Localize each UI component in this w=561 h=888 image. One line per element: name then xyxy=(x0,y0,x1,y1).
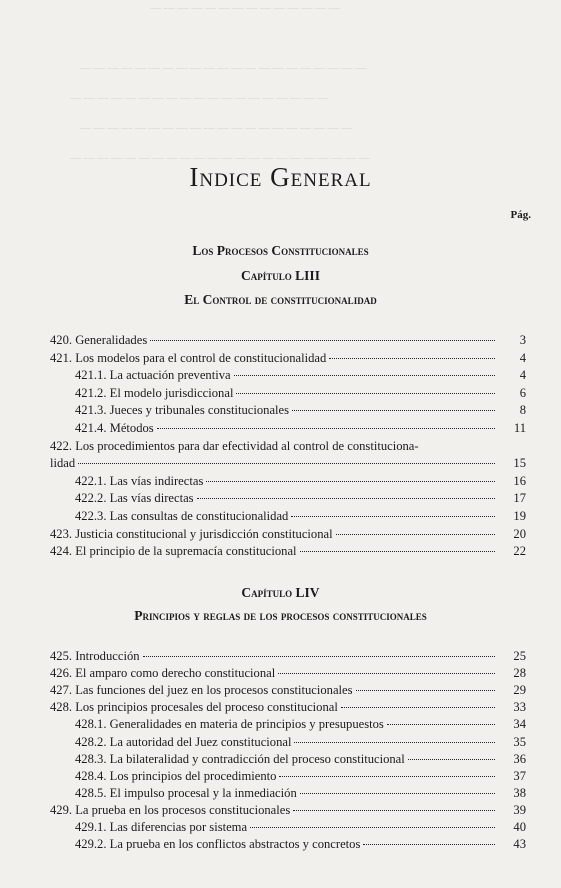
toc-entry-page: 16 xyxy=(513,473,526,488)
toc-entry-page: 17 xyxy=(513,491,526,506)
toc-entry xyxy=(50,420,526,437)
leader-dots xyxy=(78,463,495,464)
toc-entry-label: 424. El principio de la supremacía constitucional xyxy=(50,544,297,559)
leader-dots xyxy=(408,759,495,760)
toc-entry-page: 15 xyxy=(513,456,526,471)
toc-entry-label: 429.1. Las diferencias por sistema xyxy=(75,820,248,834)
toc-entry xyxy=(50,350,526,367)
chapter-number: Capítulo LIV xyxy=(241,585,320,600)
chapter-number: Capítulo LIII xyxy=(241,268,320,283)
toc-entry-page: 37 xyxy=(513,768,526,783)
toc-entry-page: 38 xyxy=(513,785,526,800)
toc-entry-label: 421.4. Métodos xyxy=(75,421,154,435)
toc-entry-page: 8 xyxy=(519,403,526,418)
toc-entry-page: 4 xyxy=(519,368,526,383)
show-through-background: — — — — — — — — — — — — — — — — — — — — — — — — — — — — — — — — — — — — — — — — — — — — — — — — — — — — — — — — — — — — — — — — — — — — — — — — — — — — — — — — — — — — — — — — — — — — — — — — xyxy=(70,2,370,164)
toc-entry-page: 3 xyxy=(519,333,526,347)
leader-dots xyxy=(300,551,495,552)
toc-entry xyxy=(50,438,526,455)
toc-entry-page: 29 xyxy=(513,683,526,698)
page-title: Indice General xyxy=(189,162,372,192)
toc-entry-page: 28 xyxy=(513,666,526,681)
leader-dots xyxy=(279,776,495,777)
leader-dots xyxy=(300,793,495,794)
toc-entry-page: 33 xyxy=(513,700,526,715)
toc-entry-page: 35 xyxy=(513,734,526,749)
toc-entry xyxy=(50,802,526,819)
toc-entry-page: 4 xyxy=(519,350,526,365)
leader-dots xyxy=(291,516,495,517)
leader-dots xyxy=(294,742,495,743)
toc-entry-page: 6 xyxy=(519,385,526,400)
chapter-title: El Control de constitucionalidad xyxy=(184,292,377,307)
leader-dots xyxy=(278,673,495,674)
toc-entry-label: 428.1. Generalidades en materia de principios y presupuestos xyxy=(75,717,384,732)
leader-dots xyxy=(157,428,495,429)
toc-entry-page: 34 xyxy=(513,717,526,732)
toc-entry-page: 20 xyxy=(513,526,526,541)
toc-entry xyxy=(50,332,526,349)
toc-entry xyxy=(50,734,526,751)
toc-entry xyxy=(50,490,526,507)
toc-entry xyxy=(50,682,526,699)
leader-dots xyxy=(236,393,495,394)
toc-entry-label: 420. Generalidades xyxy=(50,333,148,347)
leader-dots xyxy=(363,844,495,845)
chapter-title: Principios y reglas de los procesos constitucionales xyxy=(134,608,427,623)
toc-entry xyxy=(50,526,526,543)
toc-entry-label: 422.2. Las vías directas xyxy=(75,491,194,506)
toc-entry-page: 19 xyxy=(513,509,526,523)
leader-dots xyxy=(197,498,495,499)
toc-entry xyxy=(50,367,526,384)
leader-dots xyxy=(387,724,495,725)
part-heading: Los Procesos Constitucionales xyxy=(192,243,369,258)
toc-entry-page: 25 xyxy=(513,649,526,663)
toc-entry-page: 43 xyxy=(513,837,526,852)
leader-dots xyxy=(341,707,495,708)
leader-dots xyxy=(356,690,495,691)
toc-entry-label: 425. Introducción xyxy=(50,649,140,663)
toc-entry-page: 39 xyxy=(513,802,526,817)
leader-dots xyxy=(293,810,495,811)
toc-entry-page: 22 xyxy=(513,544,526,559)
toc-entry xyxy=(50,385,526,402)
toc-entry-label: 421.1. La actuación preventiva xyxy=(75,368,231,383)
toc-entry xyxy=(50,699,526,716)
toc-entry-label: 429.2. La prueba en los conflictos abstractos y concretos xyxy=(75,837,361,852)
toc-entry-label: 428.5. El impulso procesal y la inmediación xyxy=(75,785,297,800)
leader-dots xyxy=(292,410,495,411)
toc-entry xyxy=(50,716,526,733)
toc-entry-label: 428.2. La autoridad del Juez constitucional xyxy=(75,734,292,749)
toc-entry-page: 36 xyxy=(513,751,526,766)
toc-entry xyxy=(50,402,526,419)
page-column-label: Pág. xyxy=(510,209,531,221)
toc-entry-label: lidad xyxy=(50,456,76,471)
toc-entry xyxy=(50,473,526,490)
toc-entry-label: 421.3. Jueces y tribunales constitucionales xyxy=(75,403,290,418)
toc-entry-label: 427. Las funciones del juez en los procesos constitucionales xyxy=(50,683,353,698)
toc-entry-label: 422.1. Las vías indirectas xyxy=(75,473,204,488)
leader-dots xyxy=(250,827,495,828)
toc-entry-label: 421.2. El modelo jurisdiccional xyxy=(75,385,234,400)
toc-entry-label: 421. Los modelos para el control de constitucionalidad xyxy=(50,350,327,365)
toc-entry-label: 422.3. Las consultas de constitucionalidad xyxy=(75,509,289,523)
toc-entry xyxy=(50,768,526,785)
toc-entry xyxy=(50,455,526,472)
toc-entry xyxy=(50,836,526,853)
toc-entry xyxy=(50,648,526,665)
leader-dots xyxy=(143,656,495,657)
toc-entry-label: 423. Justicia constitucional y jurisdicción constitucional xyxy=(50,526,333,541)
toc-entry xyxy=(50,508,526,525)
toc-entry-label: 422. Los procedimientos para dar efectividad al control de constituciona- xyxy=(50,438,419,453)
toc-entry xyxy=(50,819,526,836)
toc-entry xyxy=(50,665,526,682)
toc-entry-label: 428.4. Los principios del procedimiento xyxy=(75,768,277,783)
toc-entry-label: 428.3. La bilateralidad y contradicción del proceso constitucional xyxy=(75,751,405,766)
leader-dots xyxy=(206,481,495,482)
toc-entry xyxy=(50,543,526,560)
leader-dots xyxy=(336,534,495,535)
toc-entry-label: 429. La prueba en los procesos constitucionales xyxy=(50,802,291,817)
leader-dots xyxy=(329,358,495,359)
toc-entry xyxy=(50,751,526,768)
leader-dots xyxy=(234,375,495,376)
toc-entry-label: 426. El amparo como derecho constitucional xyxy=(50,666,276,681)
toc-entry-page: 40 xyxy=(513,820,526,834)
toc-entry-label: 428. Los principios procesales del proceso constitucional xyxy=(50,700,338,715)
leader-dots xyxy=(150,340,495,341)
toc-entry xyxy=(50,785,526,802)
toc-entry-page: 11 xyxy=(513,421,526,435)
